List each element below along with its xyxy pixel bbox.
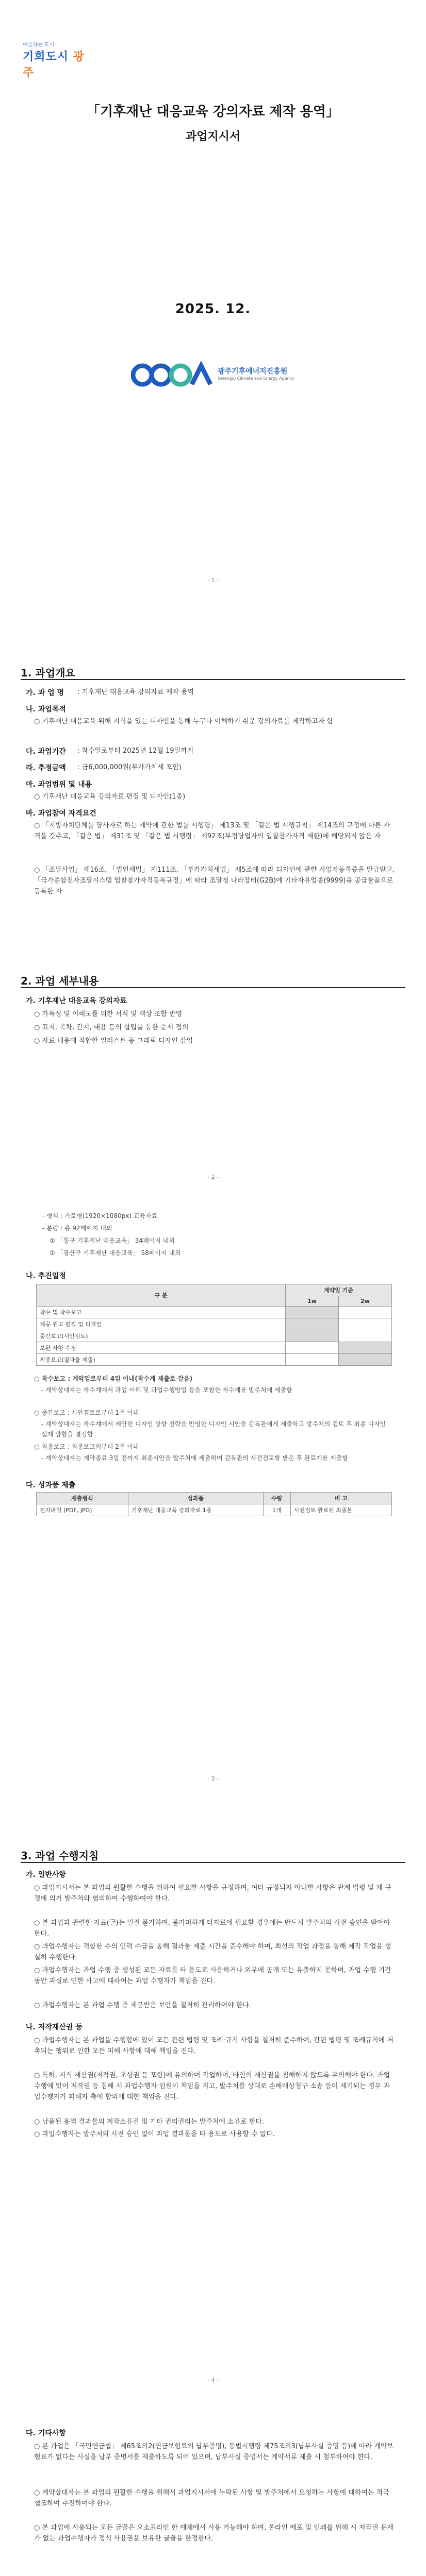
table-row — [37, 1342, 392, 1354]
item-label: 가. 과 업 명 — [26, 689, 64, 697]
table-header: 1w — [286, 1296, 339, 1307]
table-cell: 보완 사항 수정 — [37, 1342, 286, 1354]
agency-name: 광주기후에너지진흥원 — [218, 367, 288, 376]
item-text: ○ 기후재난 대응교육 강의자료 편집 및 디자인(1종) — [34, 793, 186, 801]
section-3-title: 3. 과업 수행지침 — [21, 1850, 99, 1862]
schedule-bar — [339, 1342, 392, 1354]
agency-mark-icon — [131, 361, 214, 389]
table-cell: 1개 — [263, 1504, 290, 1516]
item-label: 가. 기후재난 대응교육 강의자료 — [26, 997, 127, 1005]
document-title: 「기후재난 대응교육 강의자료 제작 용역」 — [86, 104, 340, 120]
table-cell: 제공 원고 편집 및 디자인 — [37, 1318, 286, 1330]
item-text: ○ 기후재난 대응교육 위해 지식을 있는 디자인을 통해 누구나 이해하기 쉬운 강의자료를 제작하고자 함 — [34, 718, 333, 725]
item-label: 나. 저작재산권 등 — [26, 2023, 83, 2031]
note-line: ○ 최종보고 : 최종보고회부터 2주 이내 — [34, 1443, 139, 1450]
spec-line: ① 「통구 기후재난 대응교육」 34페이지 내외 — [50, 1237, 175, 1244]
table-row — [37, 1307, 392, 1318]
section-divider — [21, 987, 405, 988]
table-header: 구 분 — [37, 1284, 286, 1307]
table-header: 2w — [339, 1296, 392, 1307]
item-label: 나. 과업목적 — [26, 705, 66, 714]
list-item: ○ 과업수행자는 과업 수행 중 생성된 모든 자료를 타 용도로 사용하거나 외부에 공개 또는 유출하지 못하며, 과업 수행 기간 동안 과실로 인한 사고에 대하여는 과업 수행자가 책임을 진다. — [34, 1967, 391, 1985]
logo-word-b: 광주 — [23, 50, 85, 79]
cover-page — [0, 0, 426, 602]
item-label: 라. 추정금액 — [26, 764, 66, 772]
page-number: - 4 - — [207, 2377, 219, 2384]
page-number: - 3 - — [207, 1775, 219, 1782]
table-row — [37, 1330, 392, 1342]
table-row — [37, 1318, 392, 1330]
list-item: ○ 계약상대자는 본 과업의 원활한 수행을 위해서 과업지시서에 누락된 사항 및 발주처에서 요청하는 사항에 대하여는 적극 협조하여 추진하여야 한다. — [34, 2489, 389, 2507]
gwangju-city-logo — [23, 40, 85, 79]
spec-line: ② 「광산구 기후재난 대응교육」 58페이지 내외 — [50, 1249, 181, 1257]
list-item: ○ 과업수행자는 적합한 수의 인력 수급을 통해 결과물 제출 시간을 준수해야 하며, 최선의 작업 과정을 통해 제작 작업을 성실히 수행한다. — [34, 1943, 391, 1961]
schedule-bar — [286, 1330, 339, 1342]
section-2-title: 2. 과업 세부내용 — [21, 975, 99, 987]
table-row — [37, 1354, 392, 1366]
table-header: 비 고 — [290, 1493, 391, 1504]
document-subtitle: 과업지시서 — [185, 130, 241, 143]
page-5 — [0, 2407, 426, 2576]
list-item: ○ 과업지시서는 본 과업의 원활한 수행을 위하여 필요한 사항을 규정하며, 여타 규정되지 아니한 사항은 관계 법령 및 제 규정에 의거 발주처와 협의하여 수행하여야 한다. — [34, 1884, 391, 1903]
table-header: 제출형식 — [37, 1493, 128, 1504]
note-line: ○ 중간보고 : 시안검토로부터 1주 이내 — [34, 1409, 139, 1416]
table-cell: 전자파일 (PDF, JPG) — [37, 1504, 128, 1516]
note-line: - 계약상대자는 착수계에서 제안한 디자인 방향 전략을 반영한 디자인 시안을 감독관에게 제출하고 발주처의 검토 후 최종 디자인 설계 방향을 결정함 — [41, 1420, 386, 1438]
note-line: ○ 착수보고 : 계약일로부터 4일 이내(착수계 제출로 갈음) — [34, 1375, 193, 1382]
list-item: ○ 표지, 목차, 간지, 내용 등의 삽입을 통한 순서 정의 — [34, 1024, 189, 1031]
agency-english-name: Gwangju Climate and Energy Agency — [218, 376, 294, 381]
list-item: ○ 과업수행자는 발주처의 사전 승인 없이 과업 결과물을 타 용도로 사용할 수 없다. — [34, 2130, 275, 2138]
agency-logo — [131, 361, 296, 389]
table-cell — [339, 1307, 392, 1318]
schedule-bar — [339, 1354, 392, 1366]
page-number: - 2 - — [207, 1174, 219, 1180]
table-header: 성과품 — [128, 1493, 263, 1504]
item-text: : 기후재난 대응교육 강의자료 제작 용역 — [77, 688, 194, 696]
table-cell: 사전검토 완료된 최종본 — [290, 1504, 391, 1516]
table-cell: 기후재난 대응교육 강의자료 1종 — [128, 1504, 263, 1516]
list-item: ○ 과업수행자는 본 과업을 수행함에 있어 모든 관련 법령 및 조례·규칙 사항을 철저히 준수하여, 관련 법령 및 조례규칙에 저촉되는 행위로 인한 모든 피해 사항에 대해 책임을 진다. — [34, 2037, 394, 2055]
item-text: : 금6,000,000원(부가가치세 포함) — [77, 764, 182, 771]
list-item: ○ 가독성 및 이해도를 위한 서식 및 색상 조합 반영 — [34, 1010, 183, 1018]
table-cell — [286, 1342, 339, 1354]
list-item: ○ 본 과업에 사용되는 모든 글꼴은 오소프라인 한 매체에서 사용 가능해야 하며, 온라인 배포 및 인쇄를 위해 시 저작권 문제가 없는 과업수행자가 정식 사용권을 보유한 글꼴을 한정한다. — [34, 2524, 394, 2543]
spec-line: - 분량 : 총 92페이지 내외 — [42, 1225, 112, 1232]
page-3 — [0, 1204, 426, 1805]
logo-wordmark — [23, 48, 85, 80]
list-item: ○ 본 과업은 「국민연금법」 제65조의2(연금보험료의 납부증명), 동법시행령 제75조의3(납부사실 증명 등)에 따라 계약보험료가 없다는 사실을 납부 증명서를 제출하도록 되어 있으며, 납부사실 증명서는 계약서류 제출 시 첨부하여야 한다. — [34, 2443, 394, 2461]
item-label: 나. 추진일정 — [26, 1272, 66, 1280]
page-number: - 1 - — [207, 577, 219, 584]
section-divider — [21, 1862, 405, 1863]
list-item: ○ 특히, 지식 재산권(저작권, 초상권 등 포함)에 유의하여 작업하며, 타인의 재산권을 침해하지 않도록 유의해야 한다. 과업 수행에 있어 저작권 등 침해 시 과업수행자 임원이 책임을 지고, 발주처를 상대로 손해배상청구 소송 등이 제기되는 경우 과업수행자가 피해자 측에 합의에 대한 책임을 진다. — [34, 2072, 390, 2101]
table-header: 계약일 기준 — [286, 1284, 392, 1296]
document-date: 2025. 12. — [175, 301, 251, 317]
item-label: 다. 과업기간 — [26, 748, 66, 756]
item-label: 바. 과업참여 자격요건 — [26, 809, 96, 818]
table-row — [37, 1504, 392, 1516]
item-text: ○ 「조달사업」 제16조, 「법인세법」 제111조, 「부가가치세법」 제5조에 따라 디자인에 관한 사업자등록증을 발급받고, 「국가종합전자조달시스템 입찰참가자격등록규정」에 따라 조달청 나라장터(G2B)에 기타자유업종(9999)을 공급물품으로 등록한 자 — [34, 866, 395, 895]
list-item: ○ 과업수행자는 본 과업 수행 중 제공받은 보안을 철저히 관리하여야 한다. — [34, 2002, 251, 2009]
table-cell — [339, 1330, 392, 1342]
list-item: ○ 본 과업과 관련한 자료(글)는 일절 불가하며, 불가피하게 타자료에 필요할 경우에는 반드시 발주처의 사전 승인을 받아야 한다. — [34, 1919, 390, 1938]
item-label: 다. 기타사항 — [26, 2429, 66, 2437]
deliverables-table — [36, 1492, 392, 1516]
section-divider — [21, 679, 405, 680]
item-label: 마. 과업범위 및 내용 — [26, 781, 92, 789]
table-cell — [339, 1318, 392, 1330]
table-cell: 중간보고(시안검토) — [37, 1330, 286, 1342]
table-header: 수량 — [263, 1493, 290, 1504]
table-cell — [286, 1354, 339, 1366]
note-line: - 계약상대자는 계약종료 3일 전까지 최종시안을 발주처에 제출하며 감독관의 사전검토할 받은 후 완료계를 제출함 — [41, 1454, 348, 1462]
note-line: - 계약상대자는 착수계에서 과업 이해 및 과업수행방법 등을 포함한 착수계를 발주처에 제출함 — [41, 1386, 292, 1394]
item-label: 다. 성과품 제출 — [26, 1481, 76, 1489]
item-text: ○ 「지방자치단체를 당사자로 하는 계약에 관한 법률 시행령」 제13조 및 「같은 법 시행규칙」 제14조의 규정에 따른 자격을 갖추고, 「같은 법」 제31조 및 「같은 법 시행령」 제92조(부정당업자의 입찰참가자격 제한)에 해당되지 않은 자 — [34, 822, 390, 840]
item-text: : 착수일로부터 2025년 12월 19일까지 — [77, 747, 194, 755]
logo-word-a: 기회도시 — [23, 50, 69, 63]
logo-slogan: 예술하는 도시 — [23, 42, 55, 48]
item-label: 가. 일반사항 — [26, 1871, 66, 1879]
spec-line: - 형식 : 가로형(1920×1080px) 교육자료 — [42, 1212, 158, 1219]
table-cell: 최종보고(결과물 제출) — [37, 1354, 286, 1366]
schedule-bar — [286, 1307, 339, 1318]
schedule-bar — [286, 1318, 339, 1330]
list-item: ○ 자료 내용에 적합한 일러스트 등 그래픽 디자인 삽입 — [34, 1037, 193, 1045]
page-4 — [0, 1805, 426, 2407]
table-cell: 착수 및 착수보고 — [37, 1307, 286, 1318]
section-1-title: 1. 과업개요 — [21, 667, 75, 679]
schedule-table — [36, 1284, 392, 1366]
page-2 — [0, 602, 426, 1204]
list-item: ○ 납품된 용역 결과물의 저작소유권 및 기타 권리권리는 발주처에 소유로 한다. — [34, 2118, 265, 2126]
